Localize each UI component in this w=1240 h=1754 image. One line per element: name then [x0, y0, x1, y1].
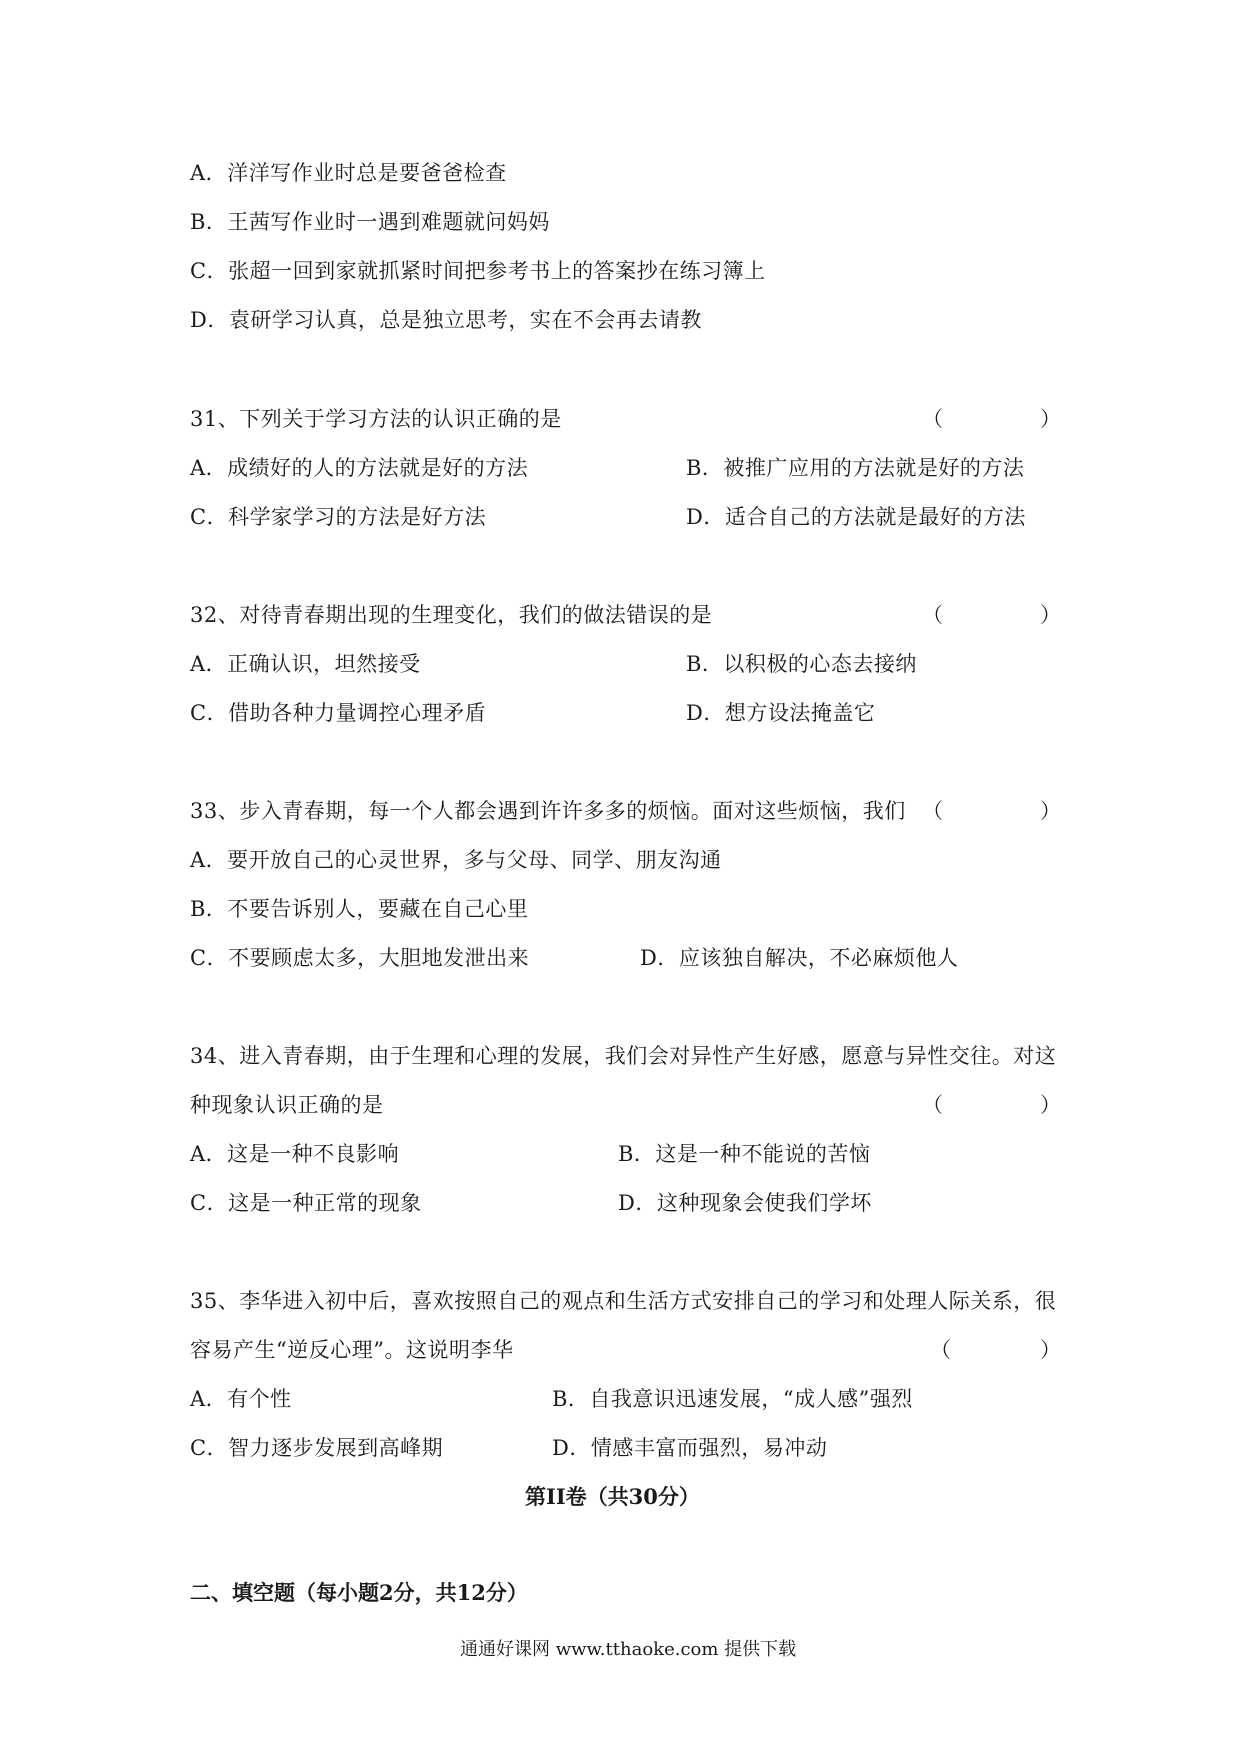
q32-option-b: B．以积极的心态去接纳 — [686, 652, 917, 676]
q35-stem-line2: 容易产生“逆反心理”。这说明李华 — [190, 1338, 514, 1362]
q33-option-a: A．要开放自己的心灵世界，多与父母、同学、朋友沟通 — [190, 848, 722, 872]
q31-option-a: A．成绩好的人的方法就是好的方法 — [190, 456, 529, 480]
q34-option-d: D．这种现象会使我们学坏 — [618, 1191, 872, 1215]
q34-option-c: C．这是一种正常的现象 — [190, 1191, 422, 1215]
q30-option-c: C．张超一回到家就抓紧时间把参考书上的答案抄在练习簿上 — [190, 259, 766, 283]
q35-stem-line1: 35、李华进入初中后，喜欢按照自己的观点和生活方式安排自己的学习和处理人际关系，很 — [190, 1289, 1057, 1313]
q30-option-b: B．王茜写作业时一遇到难题就问妈妈 — [190, 210, 550, 234]
q34-answer-paren-close: ） — [1040, 1093, 1061, 1117]
q35-option-d: D．情感丰富而强烈，易冲动 — [552, 1436, 828, 1460]
section2-title: 二、填空题（每小题2分，共12分） — [190, 1580, 528, 1605]
q31-answer-paren-close: ） — [1040, 407, 1061, 431]
q31-option-d: D．适合自己的方法就是最好的方法 — [686, 505, 1026, 529]
q33-option-c: C．不要顾虑太多，大胆地发泄出来 — [190, 946, 530, 970]
q30-option-d: D．袁研学习认真，总是独立思考，实在不会再去请教 — [190, 308, 702, 332]
q31-stem: 31、下列关于学习方法的认识正确的是 — [190, 407, 562, 431]
q30-option-a: A．洋洋写作业时总是要爸爸检查 — [190, 161, 507, 185]
q34-option-a: A．这是一种不良影响 — [190, 1142, 400, 1166]
q32-option-c: C．借助各种力量调控心理矛盾 — [190, 701, 487, 725]
q34-stem-line2: 种现象认识正确的是 — [190, 1093, 384, 1117]
part2-title: 第II卷（共30分） — [525, 1484, 700, 1509]
q35-answer-paren-close: ） — [1040, 1338, 1061, 1362]
q34-option-b: B．这是一种不能说的苦恼 — [618, 1142, 871, 1166]
q32-stem: 32、对待青春期出现的生理变化，我们的做法错误的是 — [190, 603, 713, 627]
q32-answer-paren-open: （ — [922, 603, 943, 627]
q32-option-a: A．正确认识，坦然接受 — [190, 652, 421, 676]
q35-option-c: C．智力逐步发展到高峰期 — [190, 1436, 444, 1460]
q31-answer-paren-open: （ — [922, 407, 943, 431]
q34-stem-line1: 34、进入青春期，由于生理和心理的发展，我们会对异性产生好感，愿意与异性交往。对这 — [190, 1044, 1057, 1068]
q31-option-c: C．科学家学习的方法是好方法 — [190, 505, 487, 529]
q35-option-b: B．自我意识迅速发展，“成人感”强烈 — [552, 1387, 913, 1411]
q31-option-b: B．被推广应用的方法就是好的方法 — [686, 456, 1025, 480]
footer-download-note: 通通好课网 www.tthaoke.com 提供下载 — [460, 1639, 797, 1660]
q33-option-b: B．不要告诉别人，要藏在自己心里 — [190, 897, 529, 921]
q32-option-d: D．想方设法掩盖它 — [686, 701, 876, 725]
q33-answer-paren-close: ） — [1040, 799, 1061, 823]
q34-answer-paren-open: （ — [922, 1093, 943, 1117]
q35-answer-paren-open: （ — [930, 1338, 951, 1362]
q32-answer-paren-close: ） — [1040, 603, 1061, 627]
q33-stem: 33、步入青春期，每一个人都会遇到许许多多的烦恼。面对这些烦恼，我们 — [190, 799, 906, 823]
q33-answer-paren-open: （ — [922, 799, 943, 823]
q33-option-d: D．应该独自解决，不必麻烦他人 — [640, 946, 959, 970]
q35-option-a: A．有个性 — [190, 1387, 292, 1411]
